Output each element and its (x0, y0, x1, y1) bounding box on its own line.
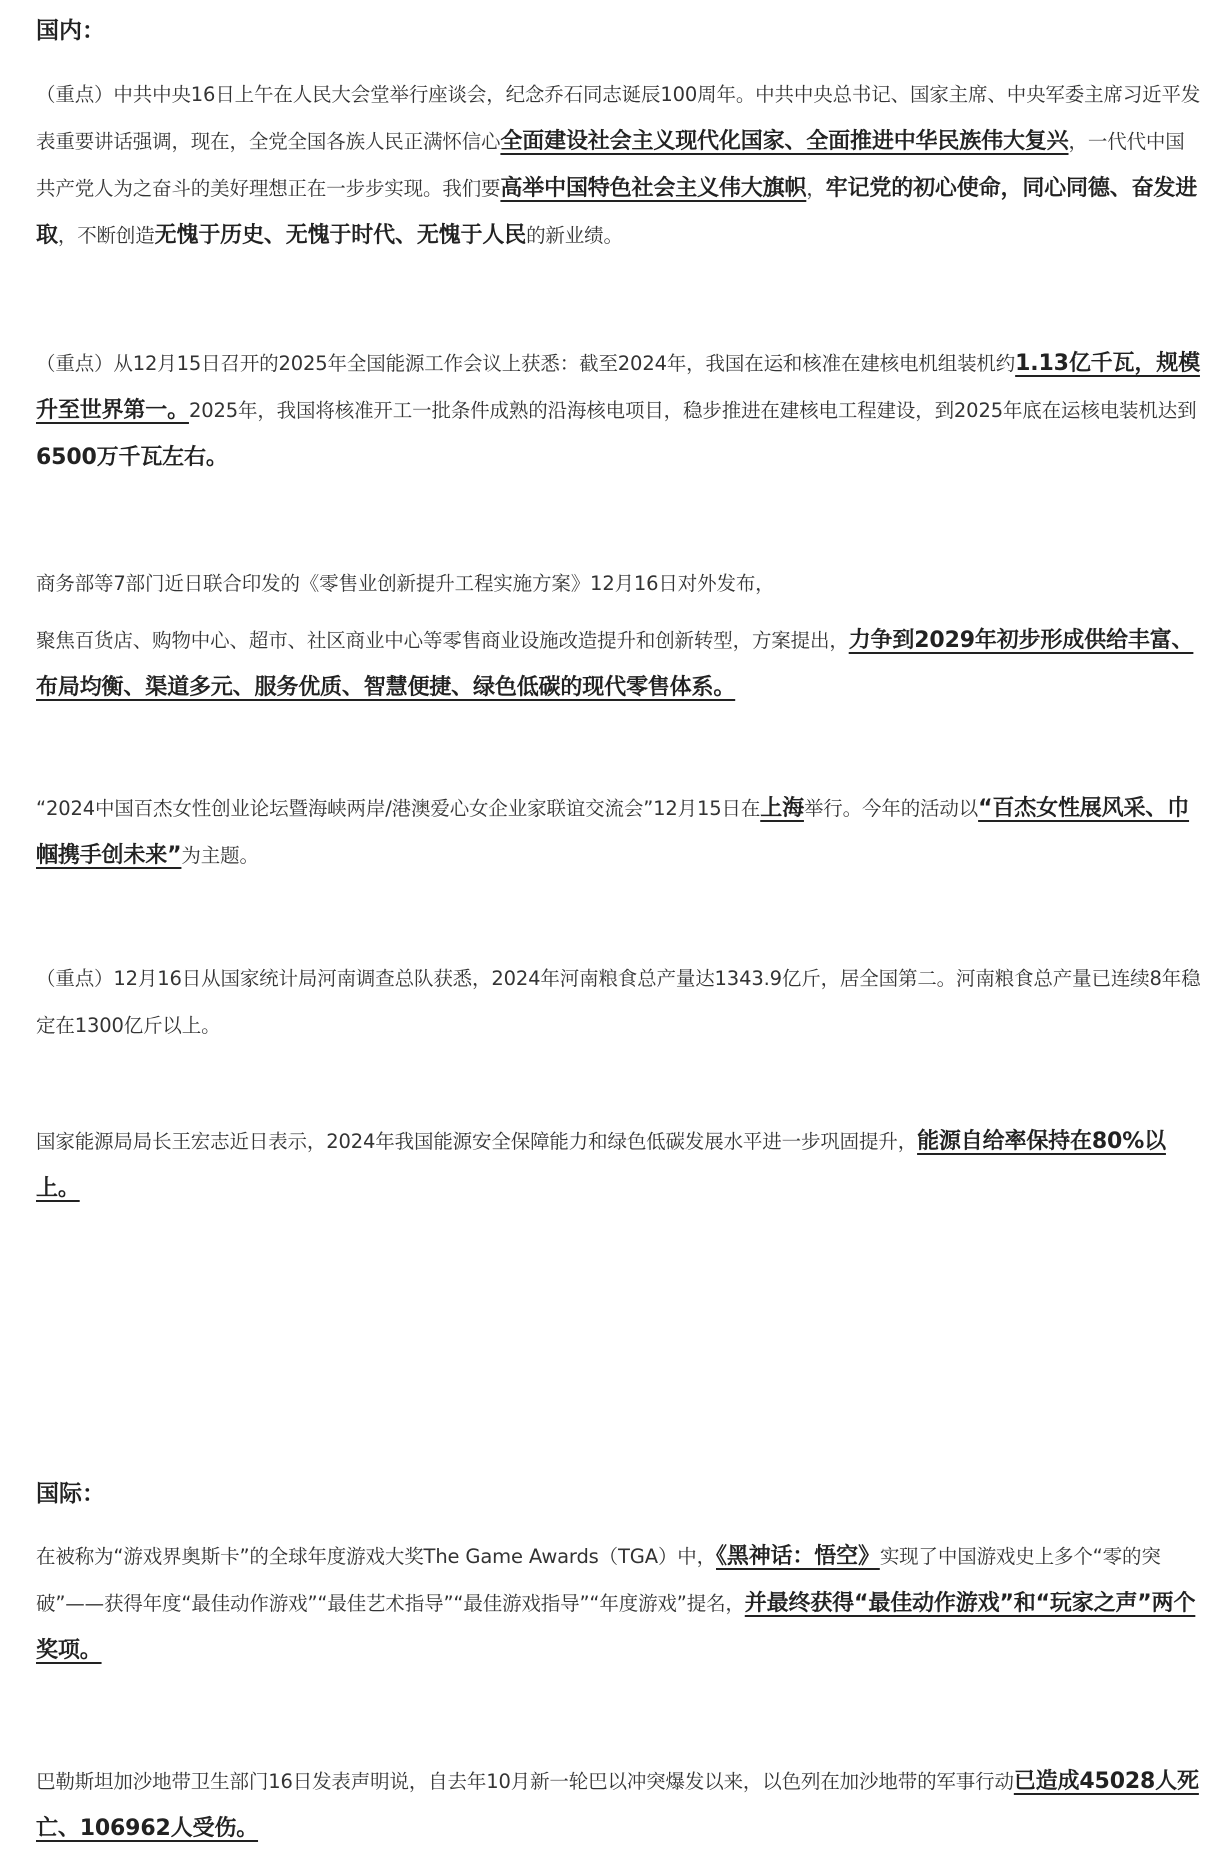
highlight: 上海 (760, 796, 804, 821)
highlight: 能源自给率保持在80%以上。 (36, 1129, 1166, 1201)
emphasis: 6500万千瓦左右。 (36, 445, 228, 470)
text: ， (806, 177, 826, 200)
highlight: 1.13亿千瓦，规模升至世界第一。 (36, 351, 1200, 423)
text: 实现了中国游戏史上多个“零的突破”——获得年度“最佳动作游戏”“最佳艺术指导”“最佳游戏指导”“年度游戏”提名， (36, 1545, 1161, 1615)
text: 在被称为“游戏界奥斯卡”的全球年度游戏大奖The Game Awards（TGA）中， (36, 1545, 716, 1568)
domestic-item-4 (36, 617, 1201, 711)
international-item-1 (36, 1533, 1201, 1674)
highlight: 全面建设社会主义现代化国家、全面推进中华民族伟大复兴 (500, 129, 1069, 154)
domestic-item-5 (36, 785, 1201, 879)
text: 为主题。 (181, 844, 259, 867)
domestic-item-7 (36, 1118, 1201, 1212)
text: 2025年，我国将核准开工一批条件成熟的沿海核电项目，稳步推进在建核电工程建设，到2025年底在运核电装机达到 (188, 399, 1197, 422)
emphasis: 无愧于历史、无愧于时代、无愧于人民 (154, 223, 527, 248)
text: （重点）中共中央16日上午在人民大会堂举行座谈会，纪念乔石同志诞辰100周年。中共中央总书记、国家主席、中央军委主席习近平发表重要讲话强调，现在，全党全国各族人民正满怀信心 (36, 83, 1201, 153)
highlight: 已造成45028人死亡、106962人受伤。 (36, 1769, 1199, 1841)
text: “2024中国百杰女性创业论坛暨海峡两岸/港澳爱心女企业家联谊交流会”12月15日在 (36, 797, 761, 820)
text: （重点）从12月15日召开的2025年全国能源工作会议上获悉：截至2024年，我国在运和核准在建核电机组装机约 (36, 352, 1016, 375)
domestic-item-2 (36, 340, 1201, 481)
highlight: 高举中国特色社会主义伟大旗帜 (500, 176, 807, 201)
domestic-item-6 (36, 955, 1201, 1049)
highlight: 力争到2029年初步形成供给丰富、布局均衡、渠道多元、服务优质、智慧便捷、绿色低碳的现代零售体系。 (36, 628, 1194, 700)
international-item-2 (36, 1758, 1201, 1852)
domestic-heading: 国内： (36, 18, 105, 44)
text: ，一代代中国共产党人为之奋斗的美好理想正在一步步实现。我们要 (36, 130, 1185, 200)
text: 举行。今年的活动以 (803, 797, 979, 820)
highlight: 并最终获得“最佳动作游戏”和“玩家之声”两个奖项。 (36, 1591, 1196, 1663)
text: 的新业绩。 (526, 224, 623, 247)
domestic-item-3 (36, 560, 1201, 607)
text: 巴勒斯坦加沙地带卫生部门16日发表声明说，自去年10月新一轮巴以冲突爆发以来，以色列在加沙地带的军事行动 (36, 1770, 1014, 1793)
text: 聚焦百货店、购物中心、超市、社区商业中心等零售商业设施改造提升和创新转型，方案提出， (36, 629, 849, 652)
highlight: “百杰女性展风采、巾帼携手创未来” (36, 796, 1190, 868)
text: （重点）12月16日从国家统计局河南调查总队获悉，2024年河南粮食总产量达1343.9亿斤，居全国第二。河南粮食总产量已连续8年稳定在1300亿斤以上。 (36, 967, 1201, 1037)
text: ，不断创造 (57, 224, 155, 247)
text: 商务部等7部门近日联合印发的《零售业创新提升工程实施方案》12月16日对外发布， (36, 572, 775, 595)
text: 国家能源局局长王宏志近日表示，2024年我国能源安全保障能力和绿色低碳发展水平进一步巩固提升， (36, 1130, 918, 1153)
international-heading: 国际： (36, 1481, 105, 1507)
emphasis: 牢记党的初心使命，同心同德、奋发进取 (36, 176, 1198, 248)
domestic-item-1 (36, 71, 1201, 259)
highlight: 《黑神话：悟空》 (716, 1544, 880, 1569)
